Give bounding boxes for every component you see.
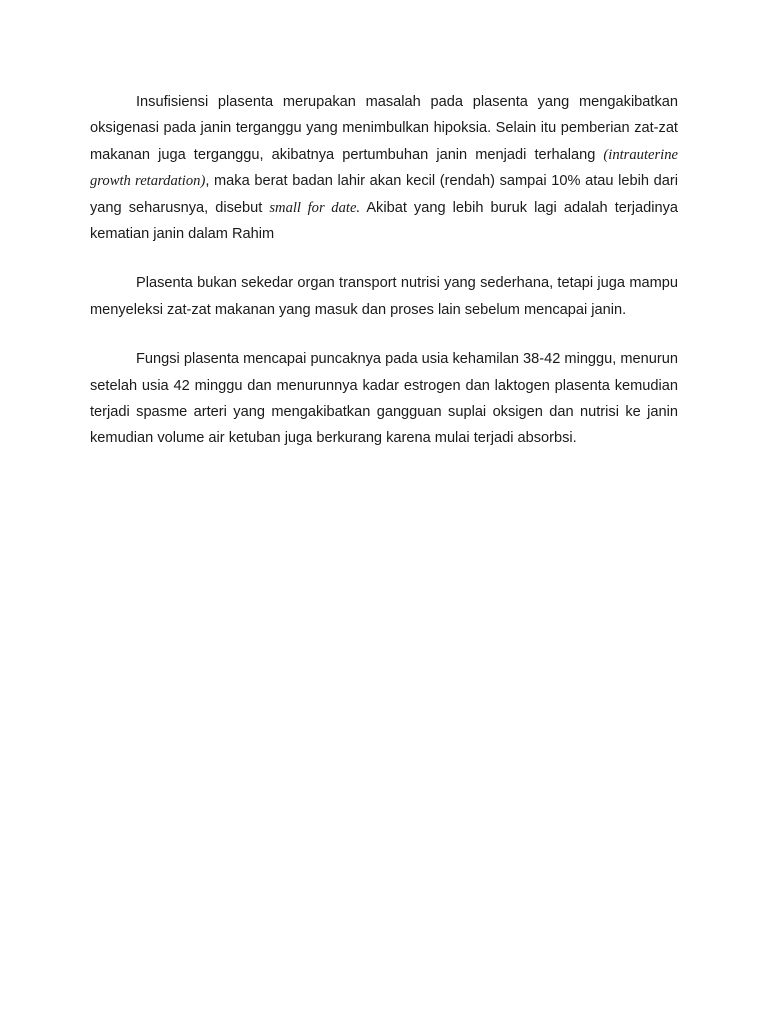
paragraph-1 bbox=[90, 89, 678, 247]
paragraph-1-text-b: , maka berat badan lahir akan kecil (rendah) sampai 10% atau lebih dari yang seharusnya, disebut bbox=[90, 173, 678, 216]
paragraph-3 bbox=[90, 346, 678, 452]
document-body bbox=[90, 89, 678, 475]
paragraph-2 bbox=[90, 270, 678, 323]
paragraph-1-italic-term-sfd: small for date. bbox=[269, 199, 361, 216]
paragraph-2-text: Plasenta bukan sekedar organ transport nutrisi yang sederhana, tetapi juga mampu menyeleksi zat-zat makanan yang masuk dan proses lain sebelum mencapai janin. bbox=[90, 275, 678, 318]
paragraph-3-text: Fungsi plasenta mencapai puncaknya pada usia kehamilan 38-42 minggu, menurun setelah usia 42 minggu dan menurunnya kadar estrogen dan laktogen plasenta kemudian terjadi spasme arteri yang mengakibatkan gangguan suplai oksigen dan nutrisi ke janin kemudian volume air ketuban juga berkurang karena mulai terjadi absorbsi. bbox=[90, 351, 678, 447]
paragraph-1-italic-term-iugr: (intrauterine growth retardation) bbox=[90, 146, 678, 190]
paragraph-1-text-c: Akibat yang lebih buruk lagi adalah terjadinya kematian janin dalam Rahim bbox=[90, 199, 678, 243]
paragraph-1-text-a: Insufisiensi plasenta merupakan masalah pada plasenta yang mengakibatkan oksigenasi pada janin terganggu yang menimbulkan hipoksia. Selain itu pemberian zat-zat makanan juga terganggu, akibatnya pertumbuhan janin menjadi terhalang bbox=[90, 94, 678, 163]
